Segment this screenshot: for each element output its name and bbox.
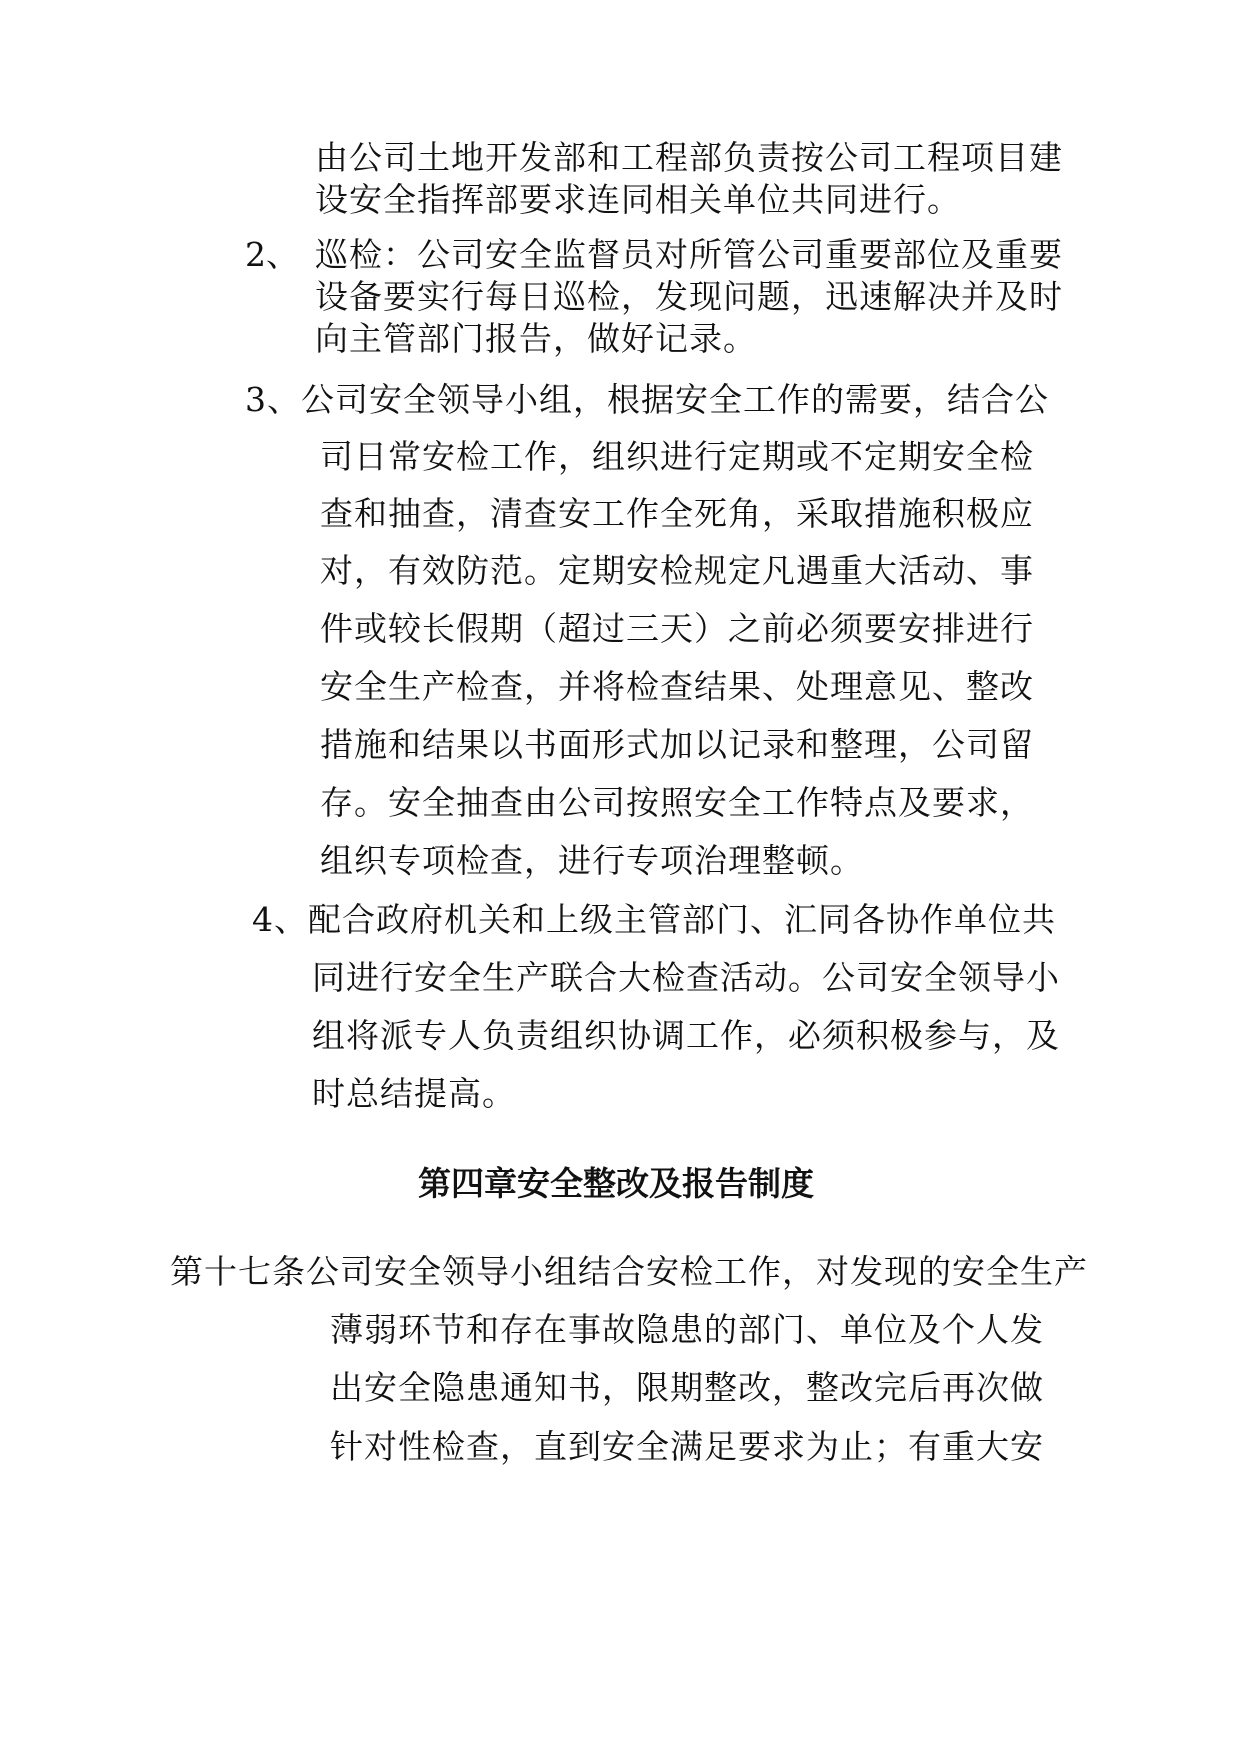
paragraph-line: 巡检：公司安全监督员对所管公司重要部位及重要: [315, 235, 1063, 274]
paragraph-line: 设备要实行每日巡检，发现问题，迅速解决并及时: [315, 277, 1063, 316]
paragraph-line: 薄弱环节和存在事故隐患的部门、单位及个人发: [330, 1310, 1044, 1349]
chapter-heading: 第四章安全整改及报告制度: [418, 1164, 814, 1203]
paragraph-line: 件或较长假期（超过三天）之前必须要安排进行: [320, 609, 1034, 648]
paragraph-line: 出安全隐患通知书，限期整改，整改完后再次做: [330, 1368, 1044, 1407]
paragraph-line: 司日常安检工作，组织进行定期或不定期安全检: [320, 437, 1034, 476]
paragraph-line: 由公司土地开发部和工程部负责按公司工程项目建: [315, 138, 1063, 177]
paragraph-line: 存。安全抽查由公司按照安全工作特点及要求，: [320, 783, 1034, 822]
paragraph-line: 安全生产检查，并将检查结果、处理意见、整改: [320, 667, 1034, 706]
paragraph-line: 第十七条公司安全领导小组结合安检工作，对发现的安全生产: [170, 1252, 1088, 1291]
paragraph-line: 针对性检查，直到安全满足要求为止；有重大安: [330, 1427, 1044, 1466]
paragraph-line: 组织专项检查，进行专项治理整顿。: [320, 841, 864, 880]
paragraph-line: 措施和结果以书面形式加以记录和整理，公司留: [320, 725, 1034, 764]
paragraph-line: 组将派专人负责组织协调工作，必须积极参与，及: [312, 1016, 1060, 1055]
paragraph-line: 向主管部门报告，做好记录。: [315, 319, 757, 358]
paragraph-line: 同进行安全生产联合大检查活动。公司安全领导小: [312, 958, 1060, 997]
paragraph-line: 时总结提高。: [312, 1074, 516, 1113]
paragraph-line: 对，有效防范。定期安检规定凡遇重大活动、事: [320, 551, 1034, 590]
paragraph-line: 查和抽查，清查安工作全死角，采取措施积极应: [320, 494, 1034, 533]
paragraph-line: 4、配合政府机关和上级主管部门、汇同各协作单位共: [252, 900, 1056, 939]
paragraph-line: 设安全指挥部要求连同相关单位共同进行。: [315, 180, 961, 219]
paragraph-line: 3、公司安全领导小组，根据安全工作的需要，结合公: [245, 380, 1049, 419]
list-item-number: 2、: [245, 235, 299, 274]
